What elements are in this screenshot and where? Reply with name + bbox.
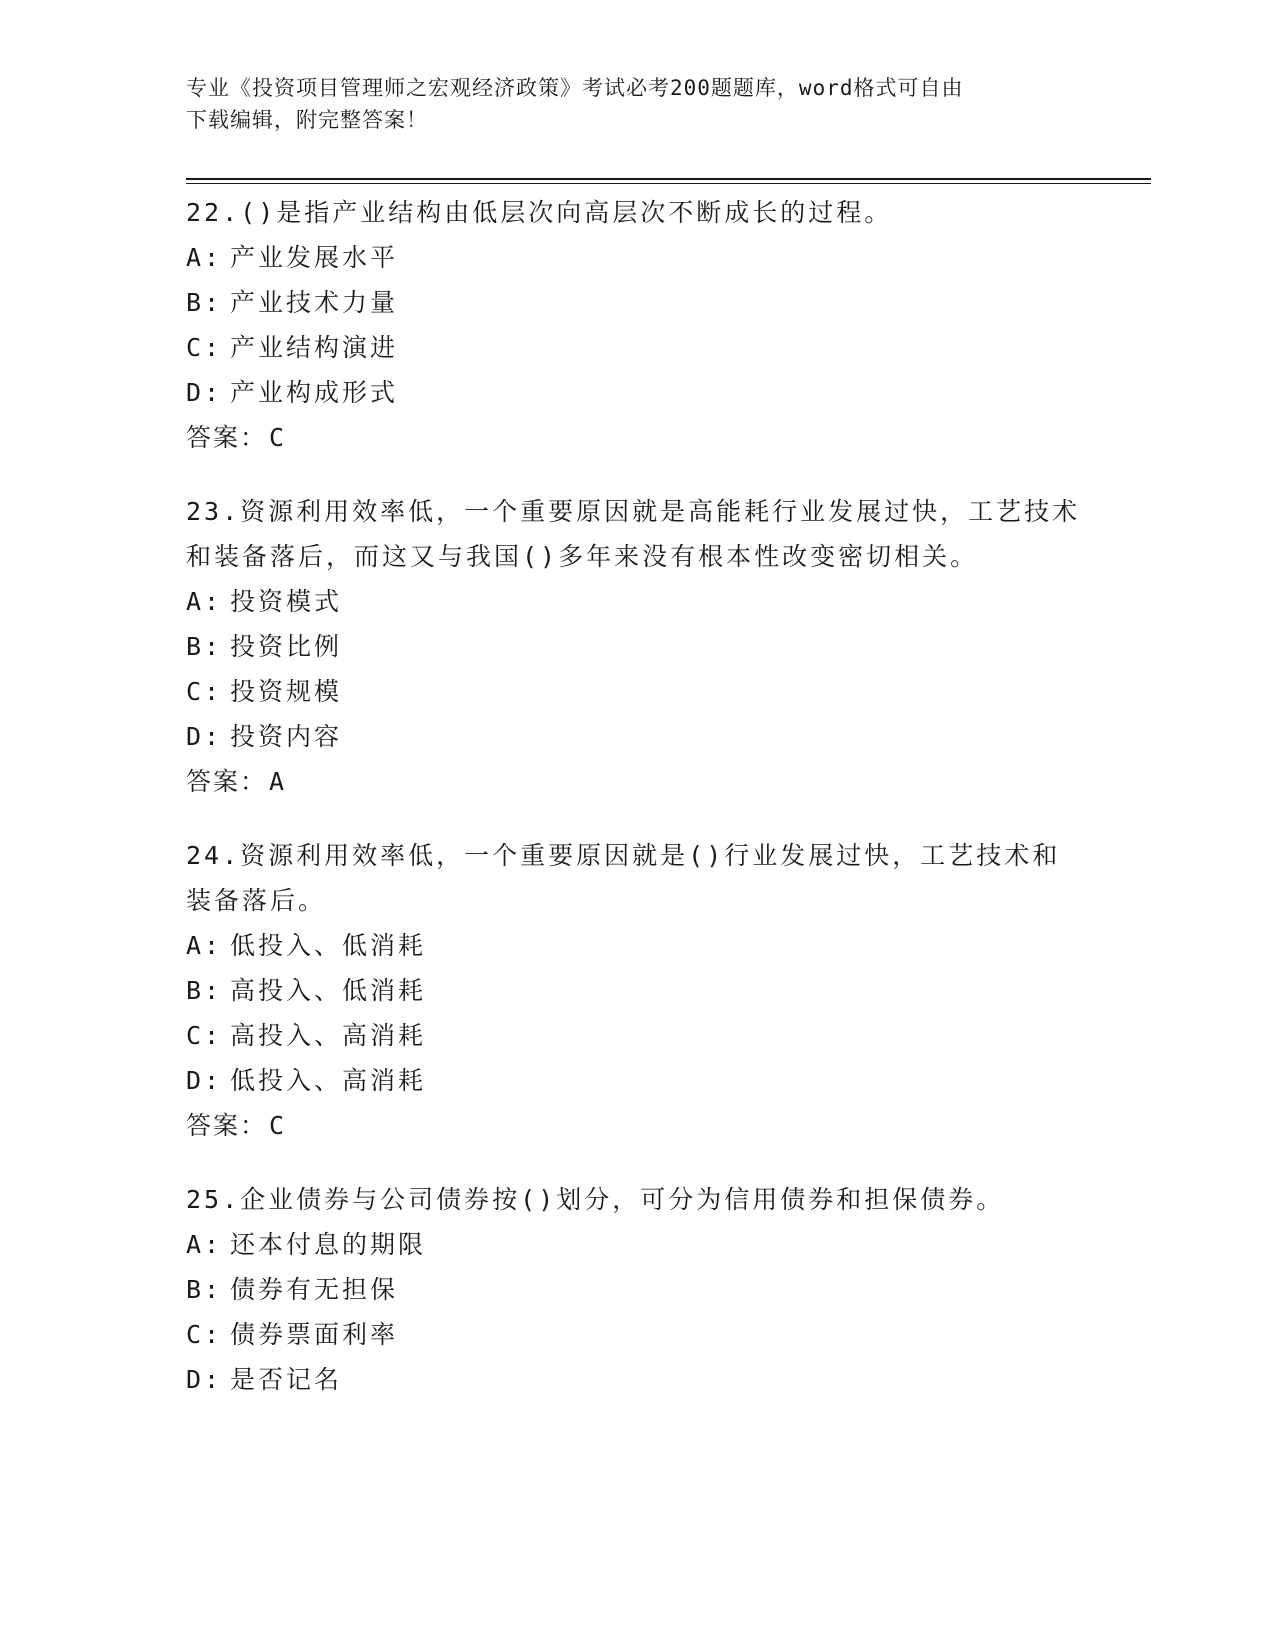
question-25 [186, 1177, 1086, 1402]
option-c [186, 1312, 1086, 1357]
option-key: B: [186, 632, 223, 661]
option-d [186, 1357, 1086, 1402]
option-text: 产业发展水平 [230, 243, 399, 272]
question-list [186, 190, 1086, 1431]
answer-value: C [269, 1111, 287, 1140]
question-text: 22.()是指产业结构由低层次向高层次不断成长的过程。 [186, 198, 893, 227]
question-text: 25.企业债券与公司债券按()划分，可分为信用债券和担保债券。 [186, 1185, 1005, 1214]
option-text: 低投入、高消耗 [230, 1066, 427, 1095]
question-24 [186, 833, 1086, 1148]
option-b [186, 280, 1086, 325]
header-line-1: 专业《投资项目管理师之宏观经济政策》考试必考200题题库，word格式可自由 [186, 76, 964, 100]
option-key: A: [186, 931, 223, 960]
option-text: 债券有无担保 [230, 1275, 399, 1304]
question-text: 23.资源利用效率低，一个重要原因就是高能耗行业发展过快，工艺技术和装备落后，而这又与我国()多年来没有根本性改变密切相关。 [186, 497, 1081, 571]
question-22 [186, 190, 1086, 460]
option-a [186, 1222, 1086, 1267]
option-text: 高投入、高消耗 [230, 1021, 427, 1050]
option-text: 产业技术力量 [230, 288, 399, 317]
option-key: D: [186, 1365, 223, 1394]
option-b [186, 968, 1086, 1013]
option-d [186, 1058, 1086, 1103]
option-key: A: [186, 587, 223, 616]
option-key: A: [186, 1230, 223, 1259]
document-header [186, 72, 1066, 136]
answer-line [186, 1103, 1086, 1148]
option-key: C: [186, 677, 223, 706]
header-divider-thin [186, 183, 1151, 184]
answer-value: C [269, 423, 287, 452]
option-text: 投资模式 [230, 587, 343, 616]
option-b [186, 1267, 1086, 1312]
option-text: 是否记名 [230, 1365, 343, 1394]
option-text: 投资规模 [230, 677, 343, 706]
answer-label: 答案： [186, 767, 268, 796]
answer-line [186, 759, 1086, 804]
header-line-2: 下载编辑，附完整答案！ [186, 108, 428, 132]
header-divider-thick [186, 178, 1151, 180]
option-text: 产业构成形式 [230, 378, 399, 407]
option-c [186, 325, 1086, 370]
option-a [186, 923, 1086, 968]
option-key: C: [186, 333, 223, 362]
option-key: A: [186, 243, 223, 272]
option-text: 投资内容 [230, 722, 343, 751]
option-text: 高投入、低消耗 [230, 976, 427, 1005]
option-key: B: [186, 976, 223, 1005]
option-key: D: [186, 1066, 223, 1095]
option-text: 低投入、低消耗 [230, 931, 427, 960]
question-23 [186, 489, 1086, 804]
option-text: 产业结构演进 [230, 333, 399, 362]
answer-label: 答案： [186, 423, 268, 452]
option-key: D: [186, 378, 223, 407]
option-text: 还本付息的期限 [230, 1230, 427, 1259]
option-d [186, 714, 1086, 759]
option-b [186, 624, 1086, 669]
option-c [186, 1013, 1086, 1058]
answer-value: A [269, 767, 287, 796]
option-key: B: [186, 288, 223, 317]
option-text: 债券票面利率 [230, 1320, 399, 1349]
answer-label: 答案： [186, 1111, 268, 1140]
option-key: D: [186, 722, 223, 751]
answer-line [186, 415, 1086, 460]
option-key: B: [186, 1275, 223, 1304]
option-c [186, 669, 1086, 714]
option-a [186, 235, 1086, 280]
option-d [186, 370, 1086, 415]
option-a [186, 579, 1086, 624]
option-text: 投资比例 [230, 632, 343, 661]
option-key: C: [186, 1021, 223, 1050]
option-key: C: [186, 1320, 223, 1349]
question-text: 24.资源利用效率低，一个重要原因就是()行业发展过快，工艺技术和装备落后。 [186, 841, 1061, 915]
